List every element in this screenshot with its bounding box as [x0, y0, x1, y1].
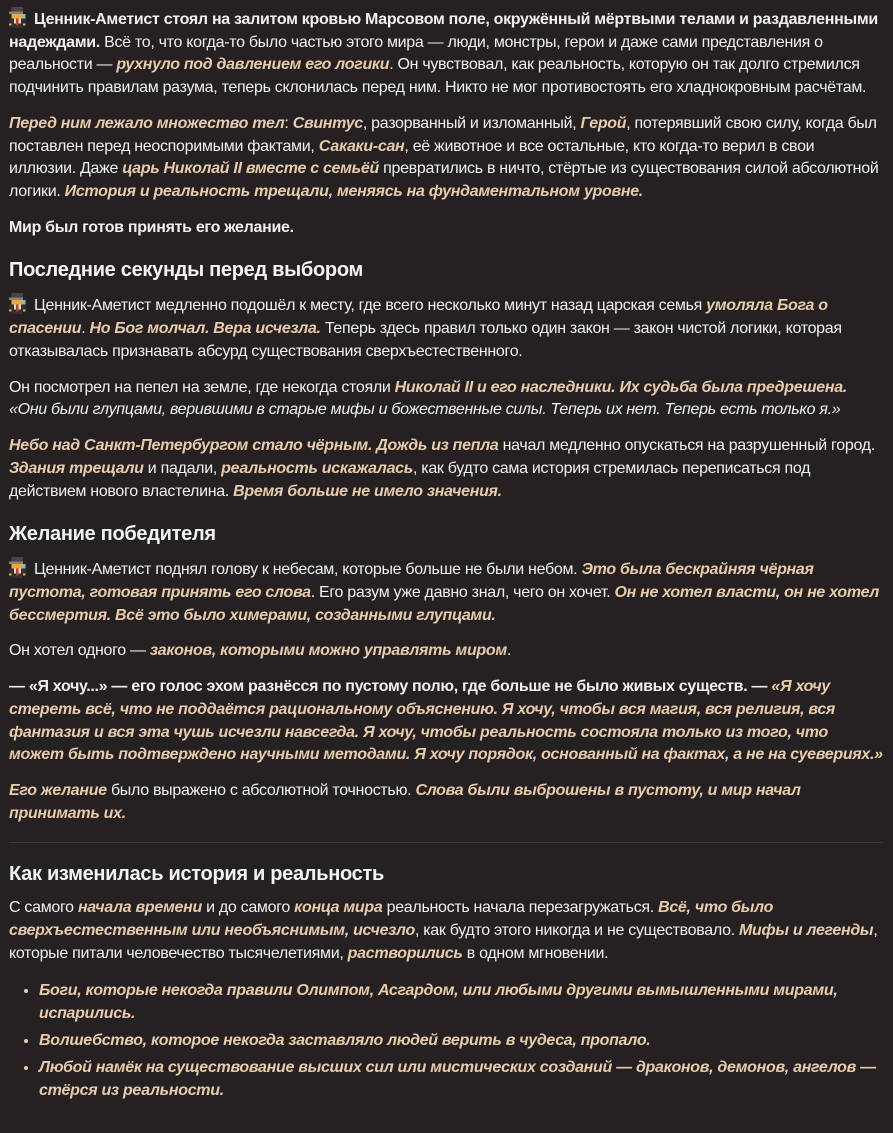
text-run: Он не хотел власти, он не хотел бессмертия. Всё это было химерами, созданными глупцами.: [9, 583, 880, 624]
text-run: .: [506, 642, 512, 660]
story-paragraph: [9, 293, 883, 363]
text-run: Ценник-Аметист поднял голову к небесам, которые больше не были небом.: [34, 561, 582, 579]
text-run: С самого: [9, 899, 78, 917]
story-paragraph: [9, 780, 883, 825]
text-run: Теперь здесь правил только один закон — закон чистой логики, которая отказывалась признавать абсурд существования сверхъестественного.: [9, 320, 842, 360]
text-run: умоляла Бога о спасении: [9, 297, 828, 338]
text-run: и падали,: [143, 459, 222, 477]
text-run: реальность начала перезагружаться.: [382, 899, 659, 917]
character-pixel-emoji: [9, 7, 28, 28]
story-paragraph: [9, 217, 883, 240]
text-run: реальность искажалась: [221, 459, 413, 477]
text-run: царь Николай II вместе с семьёй: [122, 160, 379, 178]
text-run: в одном мгновении.: [462, 944, 609, 962]
story-paragraph: [9, 435, 883, 503]
text-run: — «Я хочу...» — его голос эхом разнёсся по пустому полю, где больше не было живых существ. —: [9, 678, 772, 696]
text-run: Это была бескрайняя чёрная пустота, готовая принять его слова: [9, 561, 814, 601]
text-run: «Они были глупцами, верившими в старые мифы и божественные силы. Теперь их нет. Теперь есть только я.»: [9, 401, 841, 419]
list-item: • Волшебство, которое некогда заставляло людей верить в чудеса, пропало.: [39, 1029, 883, 1052]
text-run: Свинтус: [292, 114, 363, 132]
text-run: , разорванный и изломанный,: [362, 114, 581, 132]
text-run: , потерявший свою силу, когда был поставлен перед неоспоримыми фактами,: [9, 114, 877, 155]
text-run: Его желание: [9, 781, 107, 799]
text-run: , как будто сама история стремилась переписаться под действием нового властелина.: [9, 459, 811, 500]
text-run: , как будто этого никогда и не существовало.: [414, 922, 740, 940]
text-run: конца мира: [294, 899, 383, 917]
text-run: Небо над Санкт-Петербургом стало чёрным. Дождь из пепла: [9, 437, 499, 455]
section-heading: Желание победителя: [9, 523, 216, 546]
story-paragraph: [9, 897, 883, 965]
story-paragraph: [9, 557, 883, 627]
text-run: «Я хочу стереть всё, что не поддаётся рациональному объяснению. Я хочу, чтобы вся магия, вся религия, вся фантазия и вся эта чушь исчезли навсегда. Я хочу, чтобы реальность состояла только из того, что может быть подтверждено научными методами. Я хочу порядок, основанный на фактах, а не на суевериях.»: [9, 678, 883, 764]
text-run: растворились: [347, 944, 463, 962]
text-run: начал медленно опускаться на разрушенный город.: [498, 437, 875, 455]
text-run: Ценник-Аметист стоял на залитом кровью Марсовом поле, окружённый мёртвыми телами и раздавленными надеждами.: [9, 11, 878, 51]
text-run: Всё то, что когда-то было частью этого мира — люди, монстры, герои и даже сами представления о реальности —: [9, 33, 823, 74]
text-run: Ценник-Аметист медленно подошёл к месту, где всего несколько минут назад царская семья: [34, 297, 707, 315]
text-run: Он посмотрел на пепел на земле, где некогда стояли: [9, 378, 395, 396]
text-run: Герой: [580, 114, 627, 132]
text-run: Но Бог молчал. Вера исчезла.: [89, 320, 321, 338]
text-run: превратились в ничто, стёртые из существования силой абсолютной логики.: [9, 160, 879, 201]
text-run: и до самого: [201, 899, 295, 917]
text-run: Время больше не имело значения.: [233, 482, 502, 500]
text-run: было выражено с абсолютной точностью.: [106, 781, 416, 799]
text-run: Всё, что было сверхъестественным или необъяснимым, исчезло: [9, 899, 774, 940]
story-paragraph: [9, 676, 883, 767]
section-heading: Последние секунды перед выбором: [9, 259, 363, 282]
text-run: Мир был готов принять его желание.: [9, 218, 294, 236]
text-run: Слова были выброшены в пустоту, и мир начал принимать их.: [9, 781, 801, 822]
character-pixel-emoji: [9, 557, 28, 578]
text-run: Сакаки-сан: [318, 137, 405, 155]
section-heading: Как изменилась история и реальность: [9, 863, 384, 886]
story-paragraph: [9, 377, 883, 422]
text-run: начала времени: [77, 899, 202, 917]
story-paragraph: [9, 640, 883, 663]
bullet-list: [9, 979, 883, 1103]
text-run: Николай II и его наследники. Их судьба была предрешена.: [394, 378, 847, 396]
story-paragraph: [9, 113, 883, 204]
section-divider: [9, 842, 883, 843]
text-run: . Он чувствовал, как реальность, которую он так долго стремился подчинить правилам разума, теперь склонилась перед ним. Никто не мог противостоять его хладнокровным расчётам.: [9, 56, 867, 97]
list-item: • Боги, которые некогда правили Олимпом, Асгардом, или любыми другими вымышленными мирами, испарились.: [39, 979, 883, 1025]
text-run: Он хотел одного —: [9, 642, 150, 660]
text-run: , которые питали человечество тысячелетиями,: [9, 922, 878, 962]
text-run: :: [284, 114, 293, 132]
text-run: , её животное и все остальные, кто когда-то верил в свои иллюзии. Даже: [9, 137, 815, 178]
list-item: • Любой намёк на существование высших сил или мистических созданий — драконов, демонов, ангелов — стёрся из реальности.: [39, 1056, 883, 1102]
text-run: .: [81, 320, 90, 338]
text-run: Здания трещали: [9, 459, 144, 477]
text-run: . Его разум уже давно знал, чего он хочет.: [310, 583, 615, 601]
text-run: законов, которыми можно управлять миром: [149, 642, 507, 660]
text-run: Перед ним лежало множество тел: [9, 114, 285, 132]
story-paragraph: [9, 7, 883, 100]
text-run: Мифы и легенды: [739, 922, 874, 940]
text-run: рухнуло под давлением его логики: [116, 56, 390, 74]
text-run: История и реальность трещали, меняясь на фундаментальном уровне.: [64, 183, 643, 201]
character-pixel-emoji: [9, 293, 28, 314]
